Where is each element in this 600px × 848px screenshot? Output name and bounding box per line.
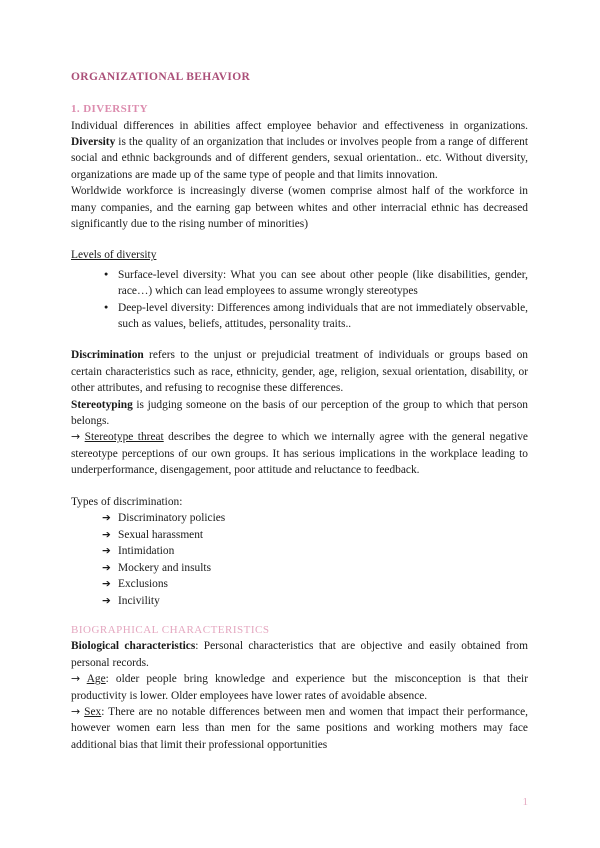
list-item <box>71 543 528 560</box>
term-stereotype-threat: Stereotype threat <box>84 431 164 444</box>
subheading-levels-of-diversity: Levels of diversity <box>71 249 157 262</box>
list-item: ● Surface-level diversity: What you can see about other people (like disabilities, gender, race…) which can lead employees to assume wrongly stereotypes <box>71 267 528 300</box>
list-item-label: Intimidation <box>118 545 175 558</box>
term-diversity: Diversity <box>71 135 116 148</box>
section-heading-biographical-characteristics: BIOGRAPHICAL CHARACTERISTICS <box>71 623 270 636</box>
term-discrimination: Discrimination <box>71 349 144 362</box>
list-item-label: Exclusions <box>118 578 168 591</box>
list-item <box>71 560 528 577</box>
types-of-discrimination-list <box>71 510 528 610</box>
paragraph-sex <box>71 704 528 753</box>
term-stereotyping: Stereotyping <box>71 398 133 411</box>
paragraph-worldwide-workforce: Worldwide workforce is increasingly diverse (women comprise almost half of the workforce in many companies, and the earning gap between whites and other interracial ethnic has decreased significantly due to the rising number of minorities) <box>71 185 528 230</box>
label-types-of-discrimination: Types of discrimination: <box>71 495 183 508</box>
term-biological-characteristics: Biological characteristics <box>71 640 196 653</box>
arrow-right-icon: ➔ <box>102 578 111 591</box>
term-sex: Sex <box>84 706 102 719</box>
list-item <box>71 576 528 593</box>
paragraph-stereotype-threat <box>71 429 528 478</box>
paragraph-sex-rest: : There are no notable differences between men and women that impact their performance, however women earn less than men for the same positions and working mothers may face additional bias that limit their professional opportunities <box>71 706 528 751</box>
arrow-right-icon: ➔ <box>102 528 111 541</box>
section-heading-diversity: 1. DIVERSITY <box>71 102 148 115</box>
paragraph-biological-characteristics <box>71 638 528 671</box>
page-title: ORGANIZATIONAL BEHAVIOR <box>71 71 251 83</box>
paragraph-diversity-intro-lead: Individual differences in abilities affect employee behavior and effectiveness in organizations. <box>71 119 528 132</box>
paragraph-biological-rest: : Personal characteristics that are objective and easily obtained from personal records. <box>71 640 528 669</box>
arrow-right-icon: ➔ <box>102 545 111 558</box>
paragraph-discrimination <box>71 347 528 396</box>
paragraph-age <box>71 671 528 704</box>
paragraph-discrimination-rest: refers to the unjust or prejudicial treatment of individuals or groups based on certain characteristics such as race, ethnicity, gender, age, religion, sexual orientation, disability, or other attributes, and refusing to recognise these differences. <box>71 349 528 395</box>
levels-of-diversity-list <box>71 267 528 333</box>
arrow-right-icon: → <box>71 705 81 719</box>
paragraph-stereotype-threat-rest: describes the degree to which we internally agree with the general negative stereotype perceptions of our own groups. It has serious implications in the workplace leading to underperformance, disengagement, poor attitude and reluctance to feedback. <box>71 431 528 477</box>
arrow-right-icon: ➔ <box>102 561 111 574</box>
arrow-right-icon: ➔ <box>102 595 111 608</box>
arrow-right-icon: → <box>71 672 81 686</box>
paragraph-stereotyping <box>71 397 528 430</box>
list-item: ● Deep-level diversity: Differences among individuals that are not immediately observable, such as values, beliefs, attitudes, personality traits.. <box>71 300 528 333</box>
list-item <box>71 510 528 527</box>
arrow-right-icon: ➔ <box>102 512 111 525</box>
arrow-right-icon: → <box>71 430 81 444</box>
paragraph-diversity-intro-rest: is the quality of an organization that includes or involves people from a range of different social and ethnic backgrounds and of different genders, sexual orientation.. etc. Without diversity, organizations are made up of the same type of people and that limits innovation. <box>71 135 528 181</box>
paragraph-diversity-intro <box>71 118 528 184</box>
list-item-label: Sexual harassment <box>118 528 204 541</box>
list-item <box>71 527 528 544</box>
list-item <box>71 593 528 610</box>
page-number: 1 <box>522 796 528 808</box>
list-item-label: Mockery and insults <box>118 561 212 574</box>
paragraph-age-rest: : older people bring knowledge and experience but the misconception is that their productivity is lower. Older employees have lower rates of avoidable absence. <box>71 673 528 702</box>
list-item-label: Incivility <box>118 595 160 608</box>
list-item-label: Discriminatory policies <box>118 512 226 525</box>
paragraph-stereotyping-rest: is judging someone on the basis of our perception of the group to which that person belongs. <box>71 398 528 428</box>
term-age: Age <box>86 673 106 686</box>
